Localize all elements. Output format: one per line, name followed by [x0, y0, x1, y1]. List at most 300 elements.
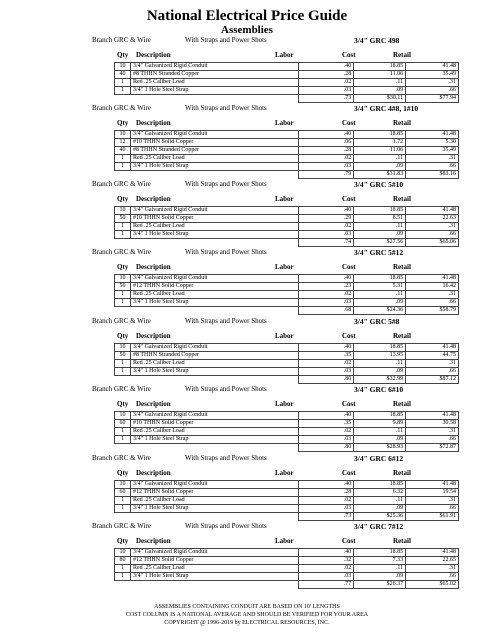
total-cost: $25.36	[354, 513, 406, 521]
total-retail: $87.12	[406, 376, 459, 384]
assembly-header	[92, 247, 494, 259]
table-row	[115, 215, 459, 223]
cell-labor: .28	[298, 489, 354, 497]
assembly-header	[92, 384, 494, 396]
cell-retail: 41.48	[406, 131, 459, 139]
cell-cost: .09	[354, 87, 406, 95]
col-header-cost: Cost	[342, 195, 356, 203]
assembly-items-table	[114, 343, 459, 384]
assembly-header	[92, 103, 494, 115]
cell-cost: 18.85	[354, 63, 406, 71]
cell-cost: .11	[354, 428, 406, 436]
cell-cost: .09	[354, 436, 406, 444]
cell-labor: .03	[298, 163, 354, 171]
cell-description: 3/4" Galvanized Rigid Conduit	[130, 549, 298, 557]
total-qty	[115, 307, 131, 315]
assembly-block	[0, 521, 494, 589]
assembly-category: Branch GRC & Wire	[92, 180, 151, 188]
cell-labor: .28	[298, 71, 354, 79]
total-retail: $72.87	[406, 444, 459, 452]
cell-qty: 10	[115, 63, 131, 71]
total-retail: $65.02	[406, 581, 459, 589]
cell-labor: .03	[298, 87, 354, 95]
total-cost: $27.56	[354, 239, 406, 247]
cell-cost: 8.51	[354, 215, 406, 223]
assembly-code: 3/4" GRC 5#8	[354, 317, 400, 326]
cell-description: 3/4" 1 Hole Steel Strap	[130, 163, 298, 171]
cell-labor: .40	[298, 63, 354, 71]
col-header-labor: Labor	[275, 469, 294, 477]
cell-qty: 50	[115, 215, 131, 223]
cell-labor: .35	[298, 352, 354, 360]
cell-retail: .31	[406, 497, 459, 505]
cell-qty: 1	[115, 497, 131, 505]
cell-labor: .02	[298, 79, 354, 87]
cell-retail: 44.75	[406, 352, 459, 360]
cell-retail: .31	[406, 223, 459, 231]
cell-cost: 18.85	[354, 131, 406, 139]
table-row	[115, 275, 459, 283]
total-qty	[115, 444, 131, 452]
cell-description: #12 THHN Solid Copper	[130, 489, 298, 497]
cell-description: Red .25 Caliber Load	[130, 79, 298, 87]
cell-retail: .31	[406, 155, 459, 163]
table-row	[115, 497, 459, 505]
table-row	[115, 131, 459, 139]
total-row	[115, 581, 459, 589]
cell-qty: 10	[115, 412, 131, 420]
cell-labor: .02	[298, 223, 354, 231]
cell-cost: .11	[354, 155, 406, 163]
cell-description: 3/4" 1 Hole Steel Strap	[130, 436, 298, 444]
cell-description: 3/4" 1 Hole Steel Strap	[130, 505, 298, 513]
page-subtitle: Assemblies	[221, 24, 273, 36]
assembly-category: Branch GRC & Wire	[92, 454, 151, 462]
total-description	[130, 95, 298, 103]
col-header-cost: Cost	[342, 332, 356, 340]
cell-retail: 19.54	[406, 489, 459, 497]
cell-description: Red .25 Caliber Load	[130, 360, 298, 368]
assembly-header	[92, 179, 494, 191]
col-header-labor: Labor	[275, 119, 294, 127]
cell-cost: .09	[354, 299, 406, 307]
col-header-qty: Qty	[117, 195, 129, 203]
cell-labor: .02	[298, 291, 354, 299]
total-row	[115, 444, 459, 452]
cell-cost: 9.89	[354, 420, 406, 428]
cell-qty: 60	[115, 489, 131, 497]
col-header-qty: Qty	[117, 263, 129, 271]
cell-qty: 40	[115, 71, 131, 79]
column-headers	[0, 537, 494, 548]
cell-labor: .06	[298, 139, 354, 147]
total-cost: $32.99	[354, 376, 406, 384]
footer-line-conduit: ASSEMBLIES CONTAINING CONDUIT ARE BASED ON 10' LENGTHS	[154, 604, 340, 610]
footer-line-copyright: COPYRIGHT @ 1996-2019 by ELECTRICAL RESOURCES, INC.	[164, 620, 330, 626]
assembly-category: Branch GRC & Wire	[92, 317, 151, 325]
cell-retail: .66	[406, 368, 459, 376]
col-header-labor: Labor	[275, 51, 294, 59]
assembly-category: Branch GRC & Wire	[92, 104, 151, 112]
cell-cost: .09	[354, 231, 406, 239]
assembly-block	[0, 384, 494, 452]
assembly-block	[0, 35, 494, 103]
cell-qty: 1	[115, 299, 131, 307]
assembly-detail: With Straps and Power Shots	[185, 522, 267, 530]
column-headers	[0, 51, 494, 62]
table-row	[115, 147, 459, 155]
cell-qty: 1	[115, 291, 131, 299]
col-header-retail: Retail	[393, 263, 411, 271]
cell-retail: .31	[406, 428, 459, 436]
cell-description: 3/4" Galvanized Rigid Conduit	[130, 275, 298, 283]
cell-qty: 1	[115, 505, 131, 513]
cell-description: 3/4" 1 Hole Steel Strap	[130, 368, 298, 376]
cell-retail: .66	[406, 231, 459, 239]
cell-cost: 11.06	[354, 71, 406, 79]
assembly-block	[0, 103, 494, 179]
col-header-qty: Qty	[117, 332, 129, 340]
cell-cost: .11	[354, 291, 406, 299]
assembly-detail: With Straps and Power Shots	[185, 454, 267, 462]
cell-labor: .40	[298, 131, 354, 139]
col-header-retail: Retail	[393, 195, 411, 203]
cell-cost: .09	[354, 368, 406, 376]
cell-qty: 1	[115, 428, 131, 436]
table-row	[115, 223, 459, 231]
assembly-items-table	[114, 62, 459, 103]
cell-cost: 13.95	[354, 352, 406, 360]
cell-labor: .02	[298, 360, 354, 368]
cell-description: Red .25 Caliber Load	[130, 291, 298, 299]
total-labor: .80	[298, 444, 354, 452]
cell-description: 3/4" Galvanized Rigid Conduit	[130, 412, 298, 420]
cell-qty: 1	[115, 573, 131, 581]
col-header-labor: Labor	[275, 263, 294, 271]
cell-qty: 1	[115, 155, 131, 163]
col-header-labor: Labor	[275, 537, 294, 545]
cell-cost: 18.85	[354, 275, 406, 283]
cell-retail: .31	[406, 291, 459, 299]
column-headers	[0, 400, 494, 411]
cell-cost: .11	[354, 565, 406, 573]
cell-description: 3/4" 1 Hole Steel Strap	[130, 299, 298, 307]
cell-labor: .40	[298, 344, 354, 352]
cell-description: 3/4" Galvanized Rigid Conduit	[130, 481, 298, 489]
cell-labor: .03	[298, 299, 354, 307]
col-header-qty: Qty	[117, 537, 129, 545]
total-row	[115, 171, 459, 179]
assembly-code: 3/4" GRC 498	[354, 36, 400, 45]
cell-labor: .29	[298, 215, 354, 223]
total-row	[115, 376, 459, 384]
cell-qty: 10	[115, 549, 131, 557]
cell-qty: 1	[115, 436, 131, 444]
footer-notes	[0, 603, 494, 627]
cell-labor: .40	[298, 549, 354, 557]
assembly-block	[0, 453, 494, 521]
cell-cost: 11.06	[354, 147, 406, 155]
assembly-block	[0, 316, 494, 384]
col-header-qty: Qty	[117, 119, 129, 127]
col-header-description: Description	[136, 469, 171, 477]
col-header-retail: Retail	[393, 119, 411, 127]
assembly-items-table	[114, 130, 459, 179]
cell-retail: .66	[406, 87, 459, 95]
cell-labor: .40	[298, 275, 354, 283]
col-header-description: Description	[136, 332, 171, 340]
cell-cost: 6.32	[354, 489, 406, 497]
table-row	[115, 557, 459, 565]
cell-description: #12 THHN Solid Copper	[130, 283, 298, 291]
total-labor: .73	[298, 95, 354, 103]
table-row	[115, 360, 459, 368]
total-description	[130, 444, 298, 452]
cell-cost: 1.72	[354, 139, 406, 147]
cell-retail: .66	[406, 163, 459, 171]
assembly-items-table	[114, 411, 459, 452]
cell-labor: .40	[298, 207, 354, 215]
cell-labor: .02	[298, 155, 354, 163]
col-header-retail: Retail	[393, 469, 411, 477]
cell-qty: 80	[115, 557, 131, 565]
table-row	[115, 489, 459, 497]
total-row	[115, 95, 459, 103]
cell-qty: 50	[115, 352, 131, 360]
column-headers	[0, 119, 494, 130]
col-header-cost: Cost	[342, 469, 356, 477]
assembly-category: Branch GRC & Wire	[92, 248, 151, 256]
total-retail: $65.06	[406, 239, 459, 247]
total-description	[130, 171, 298, 179]
cell-cost: .09	[354, 163, 406, 171]
total-description	[130, 581, 298, 589]
table-row	[115, 565, 459, 573]
assembly-detail: With Straps and Power Shots	[185, 317, 267, 325]
cell-qty: 1	[115, 223, 131, 231]
table-row	[115, 436, 459, 444]
cell-retail: 5.30	[406, 139, 459, 147]
cell-retail: .66	[406, 299, 459, 307]
cell-retail: 41.48	[406, 63, 459, 71]
col-header-description: Description	[136, 263, 171, 271]
col-header-retail: Retail	[393, 332, 411, 340]
cell-description: #10 THHN Solid Copper	[130, 139, 298, 147]
cell-description: #10 THHN Solid Copper	[130, 215, 298, 223]
assembly-code: 3/4" GRC 5#12	[354, 248, 404, 257]
total-retail: $58.79	[406, 307, 459, 315]
cell-qty: 10	[115, 207, 131, 215]
cell-qty: 1	[115, 87, 131, 95]
col-header-cost: Cost	[342, 119, 356, 127]
cell-retail: .66	[406, 436, 459, 444]
cell-retail: 35.49	[406, 71, 459, 79]
cell-qty: 50	[115, 283, 131, 291]
cell-cost: .09	[354, 573, 406, 581]
cell-labor: .35	[298, 420, 354, 428]
table-row	[115, 63, 459, 71]
column-headers	[0, 469, 494, 480]
cell-retail: 41.48	[406, 481, 459, 489]
col-header-labor: Labor	[275, 195, 294, 203]
cell-qty: 1	[115, 368, 131, 376]
cell-cost: 18.85	[354, 344, 406, 352]
table-row	[115, 573, 459, 581]
table-row	[115, 207, 459, 215]
col-header-retail: Retail	[393, 400, 411, 408]
assembly-header	[92, 316, 494, 328]
cell-cost: 5.31	[354, 283, 406, 291]
col-header-description: Description	[136, 119, 171, 127]
total-qty	[115, 239, 131, 247]
cell-labor: .32	[298, 557, 354, 565]
assembly-code: 3/4" GRC 6#10	[354, 385, 404, 394]
cell-qty: 1	[115, 360, 131, 368]
cell-description: 3/4" Galvanized Rigid Conduit	[130, 131, 298, 139]
cell-retail: .31	[406, 79, 459, 87]
cell-retail: 22.65	[406, 557, 459, 565]
total-cost: $30.11	[354, 95, 406, 103]
cell-qty: 1	[115, 163, 131, 171]
table-row	[115, 139, 459, 147]
table-row	[115, 368, 459, 376]
cell-labor: .03	[298, 436, 354, 444]
assembly-header	[92, 35, 494, 47]
total-labor: .80	[298, 376, 354, 384]
cell-qty: 40	[115, 147, 131, 155]
assembly-category: Branch GRC & Wire	[92, 36, 151, 44]
cell-retail: 16.42	[406, 283, 459, 291]
assembly-category: Branch GRC & Wire	[92, 522, 151, 530]
total-labor: .77	[298, 581, 354, 589]
total-qty	[115, 513, 131, 521]
cell-description: #8 THHN Stranded Copper	[130, 147, 298, 155]
table-row	[115, 71, 459, 79]
page-title: National Electrical Price Guide	[146, 8, 348, 24]
cell-qty: 10	[115, 481, 131, 489]
total-description	[130, 307, 298, 315]
cell-labor: .03	[298, 231, 354, 239]
total-labor: .79	[298, 171, 354, 179]
table-row	[115, 352, 459, 360]
total-cost: $24.36	[354, 307, 406, 315]
cell-cost: 7.33	[354, 557, 406, 565]
table-row	[115, 79, 459, 87]
total-description	[130, 239, 298, 247]
cell-retail: .66	[406, 573, 459, 581]
total-retail: $83.16	[406, 171, 459, 179]
total-row	[115, 239, 459, 247]
cell-labor: .03	[298, 368, 354, 376]
cell-description: 3/4" Galvanized Rigid Conduit	[130, 344, 298, 352]
cell-description: Red .25 Caliber Load	[130, 428, 298, 436]
col-header-cost: Cost	[342, 400, 356, 408]
total-row	[115, 513, 459, 521]
col-header-retail: Retail	[393, 51, 411, 59]
total-labor: .74	[298, 239, 354, 247]
table-row	[115, 163, 459, 171]
cell-qty: 1	[115, 565, 131, 573]
cell-cost: .11	[354, 497, 406, 505]
table-row	[115, 420, 459, 428]
assembly-items-table	[114, 206, 459, 247]
table-row	[115, 549, 459, 557]
assembly-items-table	[114, 480, 459, 521]
cell-retail: 30.58	[406, 420, 459, 428]
cell-description: #8 THHN Stranded Copper	[130, 352, 298, 360]
assembly-block	[0, 247, 494, 315]
cell-retail: 41.48	[406, 275, 459, 283]
assembly-code: 3/4" GRC 6#12	[354, 454, 404, 463]
cell-retail: .66	[406, 505, 459, 513]
assembly-code: 3/4" GRC 4#8, 1#10	[354, 104, 419, 113]
column-headers	[0, 263, 494, 274]
total-row	[115, 307, 459, 315]
cell-qty: 10	[115, 275, 131, 283]
cell-description: 3/4" 1 Hole Steel Strap	[130, 87, 298, 95]
cell-retail: 41.48	[406, 412, 459, 420]
total-description	[130, 376, 298, 384]
cell-description: #12 THHN Solid Copper	[130, 557, 298, 565]
col-header-description: Description	[136, 195, 171, 203]
assembly-detail: With Straps and Power Shots	[185, 385, 267, 393]
cell-labor: .28	[298, 147, 354, 155]
total-qty	[115, 581, 131, 589]
assembly-items-table	[114, 548, 459, 589]
assembly-header	[92, 453, 494, 465]
cell-retail: 35.49	[406, 147, 459, 155]
cell-qty: 1	[115, 231, 131, 239]
assembly-detail: With Straps and Power Shots	[185, 180, 267, 188]
col-header-cost: Cost	[342, 263, 356, 271]
table-row	[115, 231, 459, 239]
column-headers	[0, 332, 494, 343]
column-headers	[0, 195, 494, 206]
table-row	[115, 291, 459, 299]
col-header-labor: Labor	[275, 332, 294, 340]
table-row	[115, 481, 459, 489]
cell-retail: 22.63	[406, 215, 459, 223]
table-row	[115, 344, 459, 352]
cell-labor: .02	[298, 565, 354, 573]
table-row	[115, 299, 459, 307]
col-header-retail: Retail	[393, 537, 411, 545]
table-row	[115, 428, 459, 436]
assembly-category: Branch GRC & Wire	[92, 385, 151, 393]
col-header-qty: Qty	[117, 51, 129, 59]
cell-qty: 60	[115, 420, 131, 428]
cell-labor: .03	[298, 573, 354, 581]
cell-labor: .23	[298, 283, 354, 291]
assembly-items-table	[114, 274, 459, 315]
cell-qty: 10	[115, 131, 131, 139]
total-qty	[115, 171, 131, 179]
assembly-detail: With Straps and Power Shots	[185, 104, 267, 112]
cell-cost: 18.85	[354, 481, 406, 489]
cell-cost: .11	[354, 223, 406, 231]
cell-retail: 41.48	[406, 207, 459, 215]
cell-labor: .03	[298, 505, 354, 513]
total-description	[130, 513, 298, 521]
total-labor: .73	[298, 513, 354, 521]
cell-description: Red .25 Caliber Load	[130, 497, 298, 505]
cell-description: #10 THHN Solid Copper	[130, 420, 298, 428]
assembly-code: 3/4" GRC 7#12	[354, 522, 404, 531]
total-qty	[115, 376, 131, 384]
assembly-detail: With Straps and Power Shots	[185, 36, 267, 44]
footer-line-cost: COST COLUMN IS A NATIONAL AVERAGE AND SHOULD BE VERIFIED FOR YOUR AREA	[125, 612, 369, 618]
total-cost: $31.83	[354, 171, 406, 179]
